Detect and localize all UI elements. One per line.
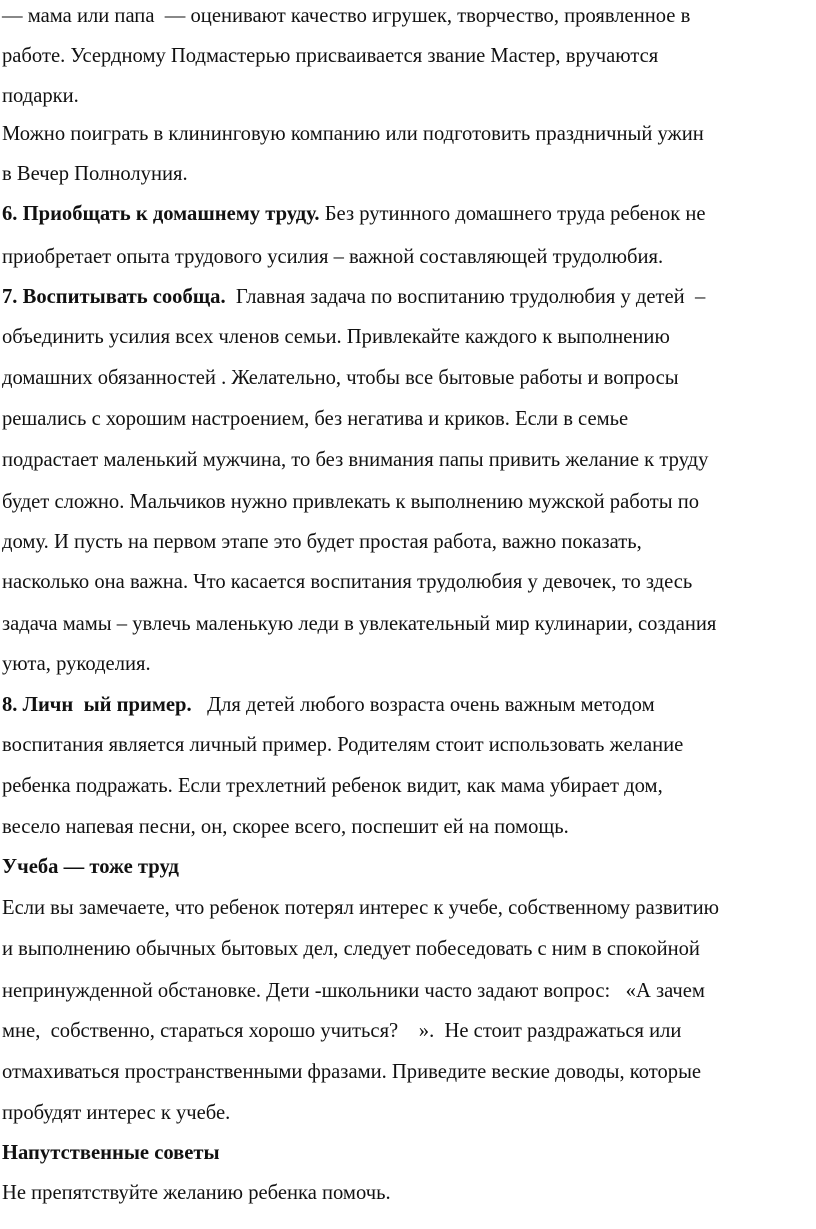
text-line bbox=[2, 979, 705, 1003]
text-line bbox=[2, 570, 692, 594]
text-line bbox=[2, 1141, 220, 1165]
body-text: Без рутинного домашнего труда ребенок не bbox=[319, 203, 706, 225]
text-line bbox=[2, 612, 716, 636]
body-text: объединить усилия всех членов семьи. Привлекайте каждого к выполнению bbox=[2, 326, 670, 348]
body-text: непринужденной обстановке. Дети -школьники часто задают вопрос: «А зачем bbox=[2, 980, 705, 1002]
body-text: Не препятствуйте желанию ребенка помочь. bbox=[2, 1182, 391, 1204]
body-text: Для детей любого возраста очень важным методом bbox=[191, 694, 655, 716]
text-line bbox=[2, 4, 690, 28]
body-text: воспитания является личный пример. Родителям стоит использовать желание bbox=[2, 734, 684, 756]
body-text: — мама или папа — оценивают качество игрушек, творчество, проявленное в bbox=[2, 5, 691, 27]
body-text: уюта, рукоделия. bbox=[2, 653, 151, 675]
body-text: работе. Усердному Подмастерью присваивается звание Мастер, вручаются bbox=[2, 45, 659, 67]
body-text: приобретает опыта трудового усилия – важной составляющей трудолюбия. bbox=[2, 246, 664, 268]
text-line bbox=[2, 896, 719, 920]
text-line bbox=[2, 245, 663, 269]
text-line bbox=[2, 122, 704, 146]
text-line bbox=[2, 366, 679, 390]
text-line bbox=[2, 490, 699, 514]
bold-text: Напутственные советы bbox=[2, 1142, 220, 1164]
bold-text: 7. Воспитывать сообща. bbox=[2, 286, 226, 308]
body-text: подрастает маленький мужчина, то без внимания папы привить желание к труду bbox=[2, 449, 709, 471]
text-line bbox=[2, 448, 708, 472]
text-line bbox=[2, 1101, 230, 1125]
body-text: домашних обязанностей . Желательно, чтобы все бытовые работы и вопросы bbox=[2, 367, 679, 389]
body-text: и выполнению обычных бытовых дел, следует побеседовать с ним в спокойной bbox=[2, 938, 700, 960]
body-text: ребенка подражать. Если трехлетний ребенок видит, как мама убирает дом, bbox=[2, 775, 663, 797]
text-line bbox=[2, 407, 628, 431]
body-text: будет сложно. Мальчиков нужно привлекать к выполнению мужской работы по bbox=[2, 491, 700, 513]
text-line bbox=[2, 1019, 681, 1043]
bold-text: 6. Приобщать к домашнему труду. bbox=[2, 203, 320, 225]
text-line bbox=[2, 325, 670, 349]
body-text: задача мамы – увлечь маленькую леди в увлекательный мир кулинарии, создания bbox=[2, 613, 717, 635]
body-text: весело напевая песни, он, скорее всего, поспешит ей на помощь. bbox=[2, 816, 569, 838]
text-line bbox=[2, 285, 705, 309]
body-text: решались с хорошим настроением, без негатива и криков. Если в семье bbox=[2, 408, 629, 430]
body-text: в Вечер Полнолуния. bbox=[2, 163, 188, 185]
text-line bbox=[2, 1060, 701, 1084]
text-line bbox=[2, 937, 700, 961]
text-line bbox=[2, 1181, 391, 1205]
text-line bbox=[2, 815, 569, 839]
text-line bbox=[2, 774, 663, 798]
text-line bbox=[2, 162, 188, 186]
body-text: подарки. bbox=[2, 85, 79, 107]
body-text: насколько она важна. Что касается воспитания трудолюбия у девочек, то здесь bbox=[2, 571, 693, 593]
body-text: Можно поиграть в клининговую компанию или подготовить праздничный ужин bbox=[2, 123, 704, 145]
text-line bbox=[2, 202, 706, 226]
text-line bbox=[2, 530, 642, 554]
bold-text: Учеба — тоже труд bbox=[2, 856, 179, 878]
body-text: пробудят интерес к учебе. bbox=[2, 1102, 231, 1124]
body-text: Если вы замечаете, что ребенок потерял интерес к учебе, собственному развитию bbox=[2, 897, 720, 919]
text-line bbox=[2, 652, 151, 676]
text-line bbox=[2, 693, 655, 717]
body-text: Главная задача по воспитанию трудолюбия у детей – bbox=[225, 286, 706, 308]
text-line bbox=[2, 733, 683, 757]
text-line bbox=[2, 44, 658, 68]
text-line bbox=[2, 855, 179, 879]
text-line bbox=[2, 84, 79, 108]
body-text: отмахиваться пространственными фразами. Приведите веские доводы, которые bbox=[2, 1061, 702, 1083]
bold-text: 8. Личн ый пример. bbox=[2, 694, 192, 716]
body-text: мне, собственно, стараться хорошо учиться? ». Не стоит раздражаться или bbox=[2, 1020, 682, 1042]
body-text: дому. И пусть на первом этапе это будет простая работа, важно показать, bbox=[2, 531, 642, 553]
